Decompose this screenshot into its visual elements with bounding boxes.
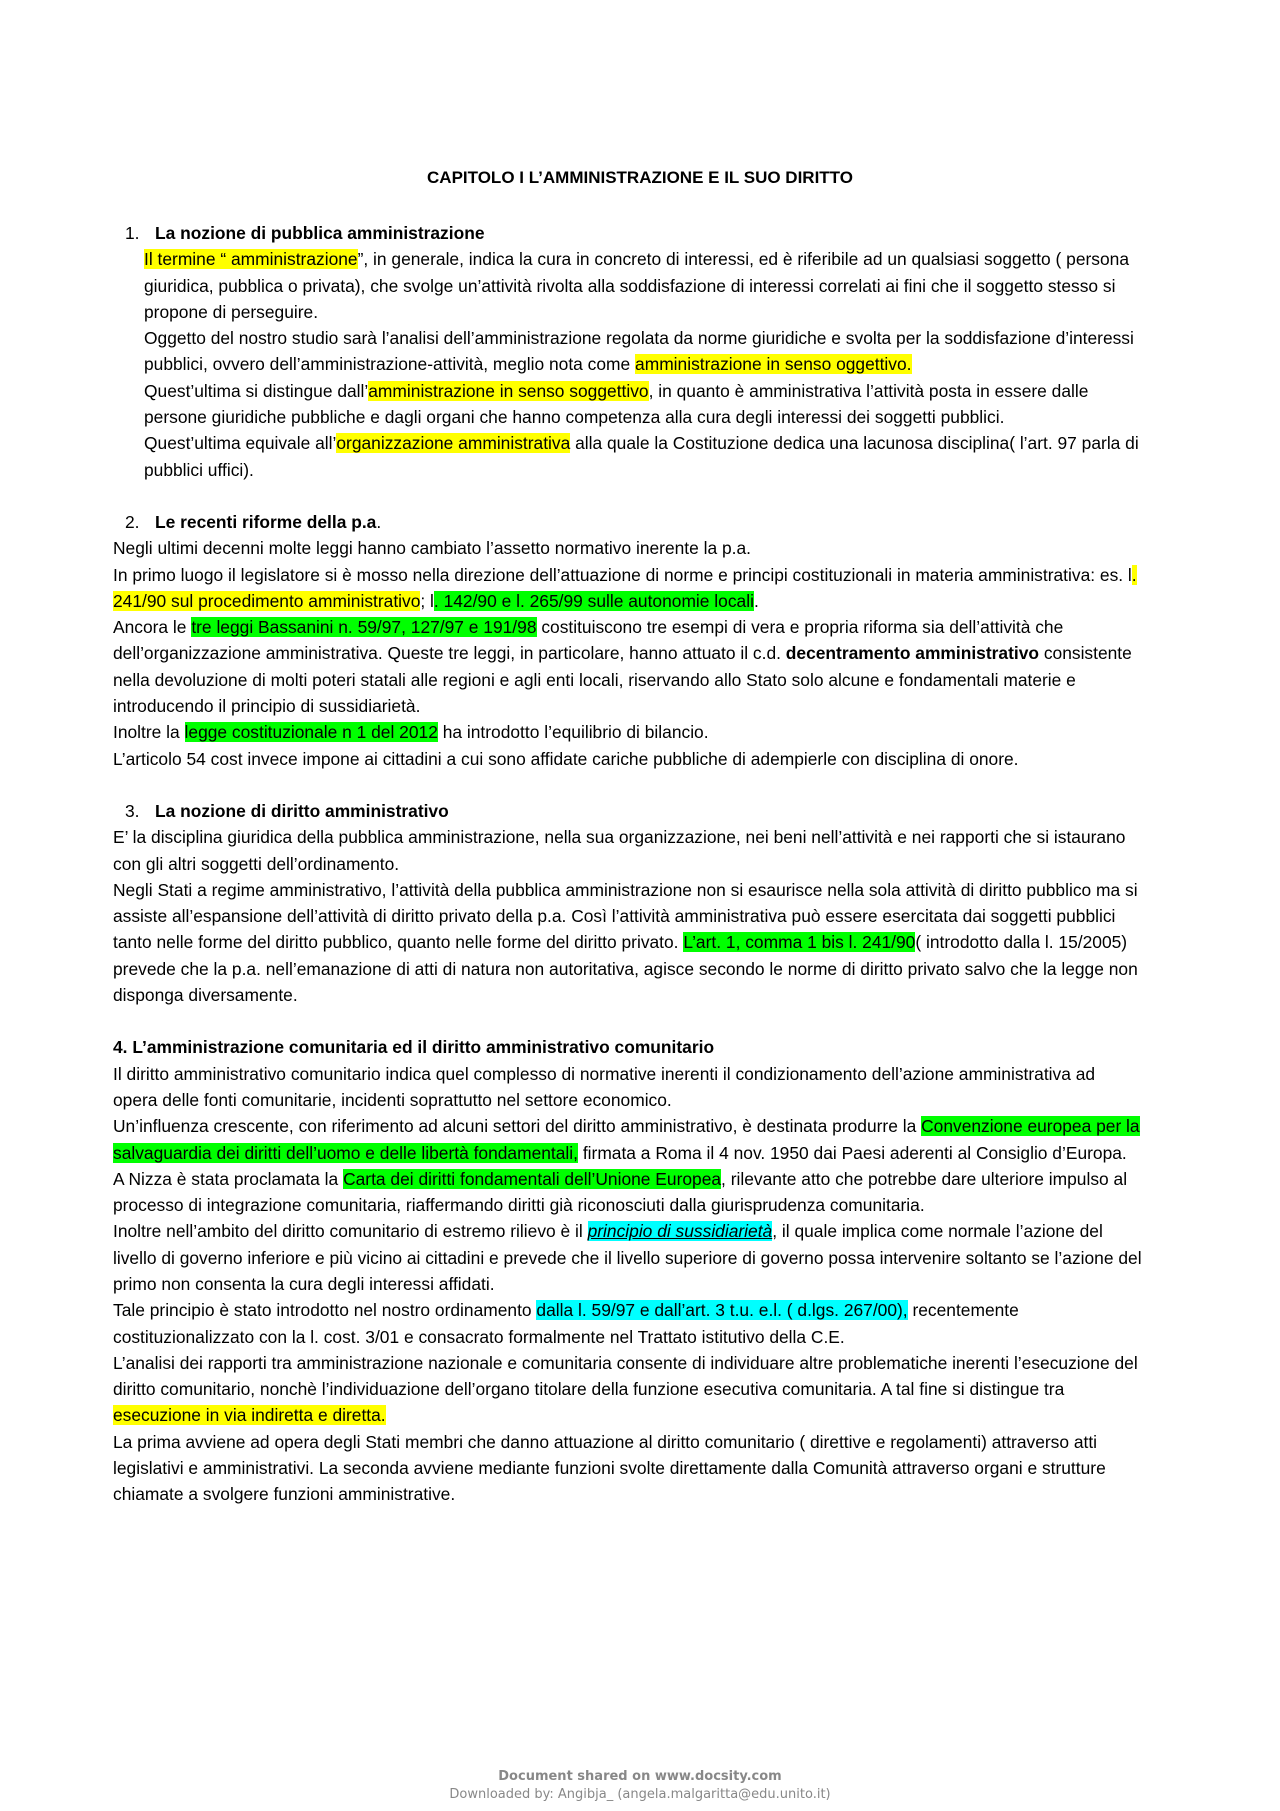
section-4-paragraph-1: Il diritto amministrativo comunitario indica quel complesso di normative inerenti il condizionamento dell’azione amministrativa ad opera delle fonti comunitarie, incidenti soprattutto nel settore economico. (113, 1063, 1096, 1110)
section-2-paragraph-1: Negli ultimi decenni molte leggi hanno cambiato l’assetto normativo inerente la p.a. (113, 538, 752, 559)
highlight: Il termine “ amministrazione (144, 249, 358, 270)
section-3-paragraph-2 (113, 877, 1143, 1008)
section-4-paragraph-6 (113, 1350, 1143, 1429)
section-4-paragraph-2 (113, 1113, 1143, 1166)
section-1-title: La nozione di pubblica amministrazione (155, 223, 485, 243)
section-2-paragraph-2 (113, 562, 1143, 615)
text: ha introdotto l’equilibrio di bilancio. (437, 722, 709, 743)
highlight: dalla l. 59/97 e dall’art. 3 t.u. e.l. ( d.lgs. 267/00), (536, 1300, 908, 1321)
document-body (113, 220, 1143, 1508)
highlight: L’art. 1, comma 1 bis l. 241/90 (683, 932, 916, 953)
text: Inoltre la (113, 722, 185, 743)
text: alla quale la Costituzione dedica una lacunosa disciplina( l’art. 97 parla di pubblici uffici). (144, 433, 1139, 480)
highlight: esecuzione in via indiretta e diretta. (113, 1405, 386, 1426)
spacer (113, 772, 1143, 798)
section-3-title: La nozione di diritto amministrativo (155, 800, 449, 821)
text: , il quale implica come normale l’azione del livello di governo inferiore e più vicino ai cittadini e prevede che il livello superiore di governo possa intervenire soltanto se l’azione del primo non consenta la cura degli interessi affidati. (113, 1221, 1142, 1294)
text: ; l (420, 590, 434, 611)
section-1-heading (113, 220, 1143, 246)
section-4-paragraph-5 (113, 1297, 1143, 1350)
text: ”, in generale, indica la cura in concreto di interessi, ed è riferibile ad un qualsiasi soggetto ( persona giuridica, pubblica o privata), che svolge un’attività rivolta alla soddisfazione di interessi correlati ai fini che il soggetto stesso si propone di perseguire. (144, 249, 1130, 322)
highlight: amministrazione in senso soggettivo (368, 380, 649, 401)
highlight: tre leggi Bassanini n. 59/97, 127/97 e 191/98 (191, 617, 537, 638)
section-2-paragraph-5: L’articolo 54 cost invece impone ai cittadini a cui sono affidate cariche pubbliche di adempierle con disciplina di onore. (113, 748, 1019, 769)
text: Tale principio è stato introdotto nel nostro ordinamento (113, 1300, 537, 1321)
section-1-paragraph-1 (113, 246, 1143, 325)
text: firmata a Roma il 4 nov. 1950 dai Paesi aderenti al Consiglio d’Europa. (578, 1142, 1127, 1163)
text: Ancora le (113, 617, 192, 638)
downloaded-by-notice: Downloaded by: Angibja_ (angela.malgaritta@edu.unito.it) (449, 1787, 831, 1802)
page-footer (0, 1768, 1280, 1804)
spacer (113, 483, 1143, 509)
highlight: Carta dei diritti fondamentali dell’Unione Europea (343, 1168, 722, 1189)
section-4-paragraph-3 (113, 1166, 1143, 1219)
text: ( introdotto dalla l. 15/2005) prevede che la p.a. nell’emanazione di atti di natura non autoritativa, agisce secondo le norme di diritto privato salvo che la legge non disponga diversamente. (113, 932, 1138, 1006)
docsity-shared-notice[interactable]: Document shared on www.docsity.com (498, 1769, 782, 1784)
highlight: . 241/90 sul procedimento amministrativo (113, 564, 1137, 611)
text: recentemente costituzionalizzato con la l. cost. 3/01 e consacrato formalmente nel Trattato istitutivo della C.E. (113, 1300, 1019, 1347)
section-2-paragraph-4 (113, 719, 1143, 745)
text: , in quanto è amministrativa l’attività posta in essere dalle persone giuridiche pubbliche e dagli organi che hanno competenza alla cura degli interessi dei soggetti pubblici. (144, 380, 1089, 428)
section-2-paragraph-3 (113, 614, 1143, 719)
text: Quest’ultima equivale all’ (144, 433, 337, 454)
bold-term: decentramento amministrativo (785, 643, 1039, 664)
section-3-number: 3. (125, 800, 140, 821)
highlight: . 142/90 e l. 265/99 sulle autonomie locali (433, 590, 754, 611)
highlight: legge costituzionale n 1 del 2012 (184, 722, 438, 743)
section-4-paragraph-4 (113, 1218, 1143, 1297)
text: L’analisi dei rapporti tra amministrazione nazionale e comunitaria consente di individuare altre problematiche inerenti l’esecuzione del diritto comunitario, nonchè l’individuazione dell’organo titolare della funzione esecutiva comunitaria. A tal fine si distingue tra (113, 1352, 1138, 1400)
text: Quest’ultima si distingue dall’ (144, 380, 369, 401)
section-1-paragraph-2 (113, 325, 1143, 378)
section-2-heading (113, 509, 1143, 535)
text: Negli Stati a regime amministrativo, l’attività della pubblica amministrazione non si esaurisce nella sola attività di diritto pubblico ma si assiste all’espansione dell’attività di diritto privato della p.a. Così l’attività amministrativa può essere esercitata dai soggetti pubblici tanto nelle forme del diritto pubblico, quanto nelle forme del diritto privato. (113, 879, 1138, 953)
highlight: amministrazione in senso oggettivo. (635, 354, 912, 375)
spacer (113, 1008, 1143, 1034)
highlight: Convenzione europea per la salvaguardia dei diritti dell’uomo e delle libertà fondamentali, (113, 1116, 1140, 1163)
text: Un’influenza crescente, con riferimento ad alcuni settori del diritto amministrativo, è destinata produrre la (113, 1116, 922, 1137)
section-3-paragraph-1: E’ la disciplina giuridica della pubblica amministrazione, nella sua organizzazione, nei beni nell’attività e nei rapporti che si istaurano con gli altri soggetti dell’ordinamento. (113, 827, 1126, 874)
section-1-paragraph-3 (113, 378, 1143, 431)
text: consistente nella devoluzione di molti poteri statali alle regioni e agli enti locali, riservando allo Stato solo alcune e fondamentali materie e introducendo il principio di sussidiarietà. (113, 643, 1132, 717)
text: Oggetto del nostro studio sarà l’analisi dell’amministrazione regolata da norme giuridiche e svolta per la soddisfazione d’interessi pubblici, ovvero dell’amministrazione-attività, meglio nota come (144, 328, 1134, 375)
text: costituiscono tre esempi di vera e propria riforma sia dell’attività che dell’organizzazione amministrativa. Queste tre leggi, in particolare, hanno attuato il c.d. (113, 617, 1064, 664)
highlight-link[interactable]: principio di sussidiarietà (587, 1221, 773, 1242)
text: Inoltre nell’ambito del diritto comunitario di estremo rilievo è il (113, 1221, 588, 1242)
section-2-title-suffix: . (376, 511, 382, 532)
section-4-heading: 4. L’amministrazione comunitaria ed il diritto amministrativo comunitario (113, 1037, 715, 1058)
text: In primo luogo il legislatore si è mosso nella direzione dell’attuazione di norme e principi costituzionali in materia amministrativa: es. l (113, 564, 1132, 585)
text: . (753, 590, 759, 611)
text: A Nizza è stata proclamata la (113, 1168, 344, 1189)
section-1-paragraph-4 (113, 430, 1143, 483)
text: , rilevante atto che potrebbe dare ulteriore impulso al processo di integrazione comunitaria, riaffermando diritti già riconosciuti dalla giurisprudenza comunitaria. (113, 1168, 1128, 1216)
page-title: CAPITOLO I L’AMMINISTRAZIONE E IL SUO DIRITTO (427, 168, 853, 187)
section-2-number: 2. (125, 511, 140, 532)
section-4-paragraph-7: La prima avviene ad opera degli Stati membri che danno attuazione al diritto comunitario ( direttive e regolamenti) attraverso atti legislativi e amministrativi. La seconda avviene mediante funzioni svolte direttamente dalla Comunità attraverso organi e strutture chiamate a svolgere funzioni amministrative. (113, 1431, 1106, 1505)
highlight: organizzazione amministrativa (336, 433, 571, 454)
section-3-heading (113, 798, 1143, 824)
section-2-title: Le recenti riforme della p.a (155, 511, 377, 532)
section-1-number: 1. (125, 223, 140, 243)
